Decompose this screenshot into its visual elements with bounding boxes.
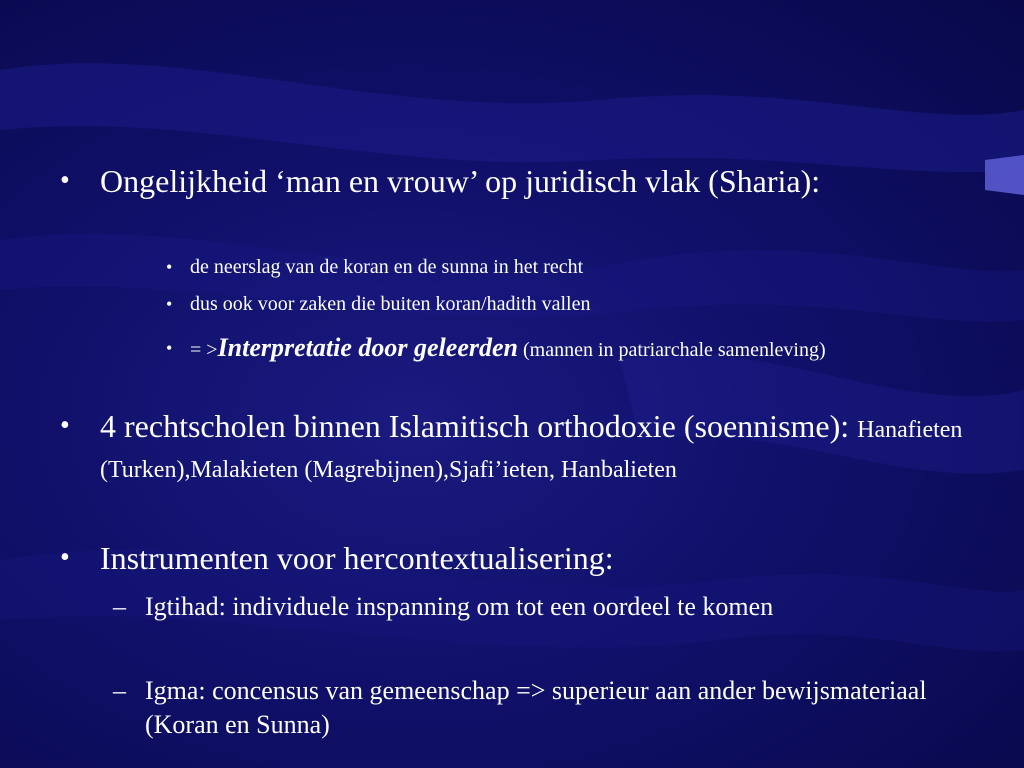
- bullet-icon: •: [60, 410, 70, 441]
- bullet-3-sub-2: [113, 674, 975, 742]
- bullet-1: [60, 163, 980, 199]
- bullet-icon: •: [166, 257, 173, 277]
- bullet-1-sub-3-rest: (mannen in patriarchale samenleving): [517, 339, 826, 361]
- bullet-3-sub-1: [113, 590, 975, 624]
- bullet-2-text: 4 rechtscholen binnen Islamitisch orthodoxie (soennisme):: [100, 408, 858, 444]
- bullet-1-text: Ongelijkheid ‘man en vrouw’ op juridisch vlak (Sharia):: [100, 163, 821, 199]
- bullet-3-sub-2-text: Igma: concensus van gemeenschap => superieur aan ander bewijsmateriaal (Koran en Sunna): [145, 676, 927, 739]
- bullet-1-sub-1-text: de neerslag van de koran en de sunna in het recht: [190, 256, 584, 278]
- bullet-1-sub-2-text: dus ook voor zaken die buiten koran/hadith vallen: [190, 293, 591, 315]
- dash-icon: –: [113, 676, 126, 705]
- dash-icon: –: [113, 592, 126, 621]
- bullet-3: [60, 540, 980, 576]
- bullet-2-schools: Hanafieten (Turken),Malakieten (Magrebijnen),Sjafi’ieten, Hanbalieten: [100, 417, 963, 483]
- bullet-1-sub-2: [166, 291, 950, 318]
- bullet-icon: •: [166, 294, 173, 314]
- bullet-3-sub-1-text: Igtihad: individuele inspanning om tot een oordeel te komen: [145, 592, 774, 621]
- bullet-icon: •: [60, 542, 70, 573]
- bullet-2: [60, 408, 980, 488]
- bullet-3-text: Instrumenten voor hercontextualisering:: [100, 540, 614, 576]
- bullet-1-sub-1: [166, 254, 950, 281]
- emphasis-text: Interpretatie door geleerden: [217, 333, 518, 362]
- bullet-icon: •: [60, 165, 70, 196]
- bullet-icon: •: [166, 338, 173, 358]
- bullet-1-sub-3: [166, 333, 950, 365]
- arrow-symbol: = >: [190, 339, 218, 361]
